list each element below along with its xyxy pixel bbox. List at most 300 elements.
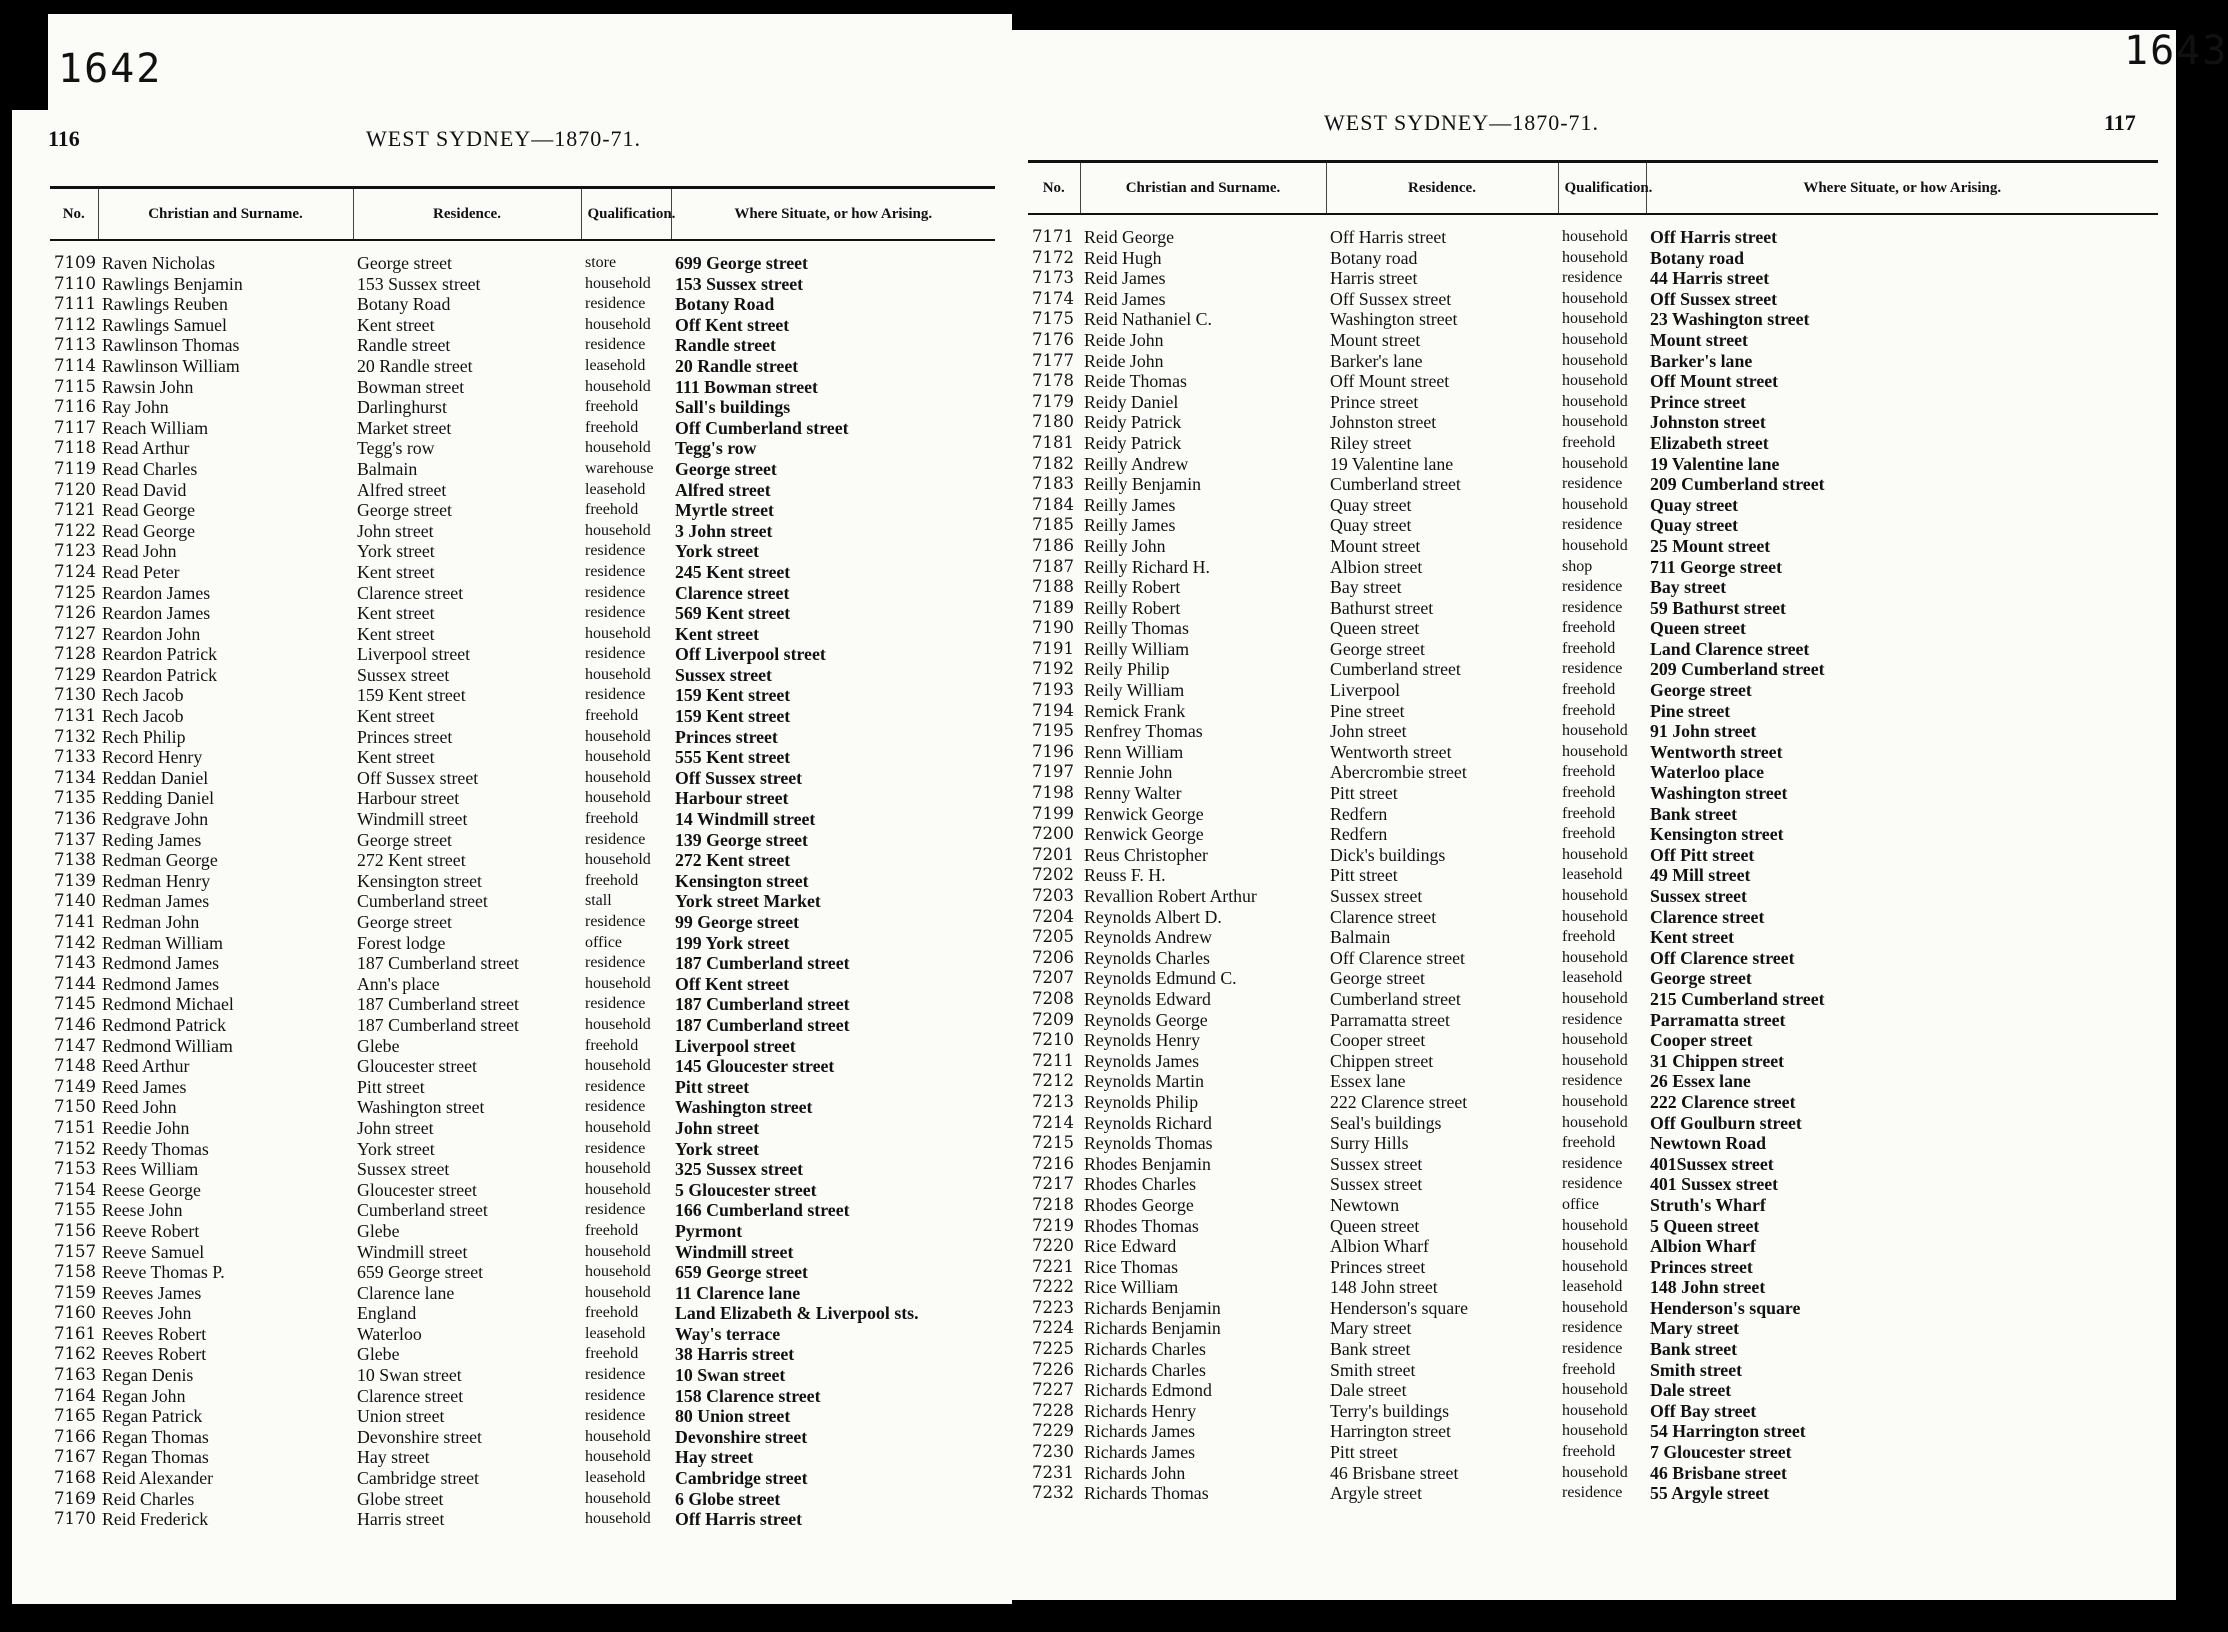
entry-number: 7225 [1032,1339,1074,1359]
table-row [50,335,995,356]
entry-number: 7195 [1032,721,1074,741]
table-row [1028,1421,2158,1442]
table-row [50,1242,995,1263]
where-situate: Liverpool street [675,1035,796,1056]
where-situate: Pyrmont [675,1220,743,1241]
qualification: residence [1562,1319,1623,1337]
where-situate: 199 York street [675,932,790,953]
elector-name: Read John [102,541,177,562]
elector-name: Reardon Patrick [102,644,218,665]
entry-number: 7157 [54,1241,96,1261]
qualification: household [1562,454,1628,472]
entry-number: 7152 [54,1138,96,1158]
entry-number: 7229 [1032,1421,1074,1441]
elector-name: Redmond Michael [102,994,234,1015]
entry-number: 7164 [54,1385,96,1405]
entry-number: 7114 [54,355,96,375]
entry-number: 7219 [1032,1215,1074,1235]
entry-number: 7190 [1032,618,1074,638]
where-situate: Off Clarence street [1650,947,1795,968]
elector-name: Reidy Daniel [1084,391,1179,412]
elector-name: Reidy Patrick [1084,432,1182,453]
table-row [50,1344,995,1365]
qualification: household [1562,351,1628,369]
table-row [50,1468,995,1489]
qualification: household [585,1118,651,1136]
qualification: household [1562,1401,1628,1419]
elector-name: Reeve Thomas P. [102,1262,225,1283]
residence: Off Harris street [1330,227,1447,247]
qualification: leasehold [1562,1278,1623,1296]
residence: Chippen street [1330,1050,1434,1071]
residence: 159 Kent street [357,685,466,706]
elector-name: Reid Charles [102,1488,195,1509]
qualification: household [1562,1257,1628,1275]
residence: Sussex street [1330,1153,1423,1174]
running-head: WEST SYDNEY—1870-71. [366,126,642,151]
entry-number: 7226 [1032,1359,1074,1379]
residence: Mount street [1330,329,1421,350]
qualification: household [1562,722,1628,740]
entry-number: 7117 [54,417,96,437]
column-header-residence: Residence. [353,188,581,241]
elector-name: Reynolds Martin [1084,1071,1205,1092]
where-situate: Princes street [675,726,778,747]
entry-number: 7132 [54,726,96,746]
where-situate: Off Liverpool street [675,644,826,665]
residence: John street [357,520,434,541]
elector-name: Read David [102,479,187,500]
elector-name: Redman John [102,912,200,932]
qualification: residence [585,1201,646,1219]
elector-name: Read Arthur [102,438,190,459]
qualification: household [1562,1422,1628,1440]
entry-number: 7127 [54,623,96,643]
table-row [1028,680,2158,701]
elector-name: Reilly Benjamin [1084,474,1202,495]
table-row [1028,454,2158,475]
qualification: household [585,1242,651,1260]
entry-number: 7181 [1032,432,1074,452]
where-situate: Barker's lane [1650,350,1753,371]
elector-name: Reynolds Andrew [1084,927,1212,948]
residence: Quay street [1330,494,1412,515]
entry-number: 7178 [1032,371,1074,391]
residence: Kent street [357,747,435,768]
qualification: residence [585,562,646,580]
where-situate: Clarence street [1650,906,1765,927]
qualification: household [585,439,651,457]
table-row [50,1427,995,1448]
folio-stamp: 1643 [2124,28,2228,74]
residence: 148 John street [1330,1277,1438,1298]
elector-name: Rice William [1084,1277,1179,1298]
elector-name: Rhodes George [1084,1194,1194,1215]
qualification: freehold [1562,928,1616,946]
elector-name: Reilly Richard H. [1084,556,1210,577]
residence: Randle street [357,335,451,356]
where-situate: Struth's Wharf [1650,1194,1766,1215]
where-situate: Bank street [1650,803,1738,824]
table-row [1028,1298,2158,1319]
table-row [50,788,995,809]
residence: Parramatta street [1330,1009,1450,1030]
table-row [1028,330,2158,351]
residence: Essex lane [1330,1071,1406,1092]
qualification: household [1562,1051,1628,1069]
elector-name: Richards James [1084,1421,1196,1442]
qualification: residence [1562,598,1623,616]
qualification: household [1562,845,1628,863]
table-row [1028,412,2158,433]
table-row [50,240,995,274]
table-row [50,541,995,562]
where-situate: Clarence street [675,582,790,603]
table-row [1028,536,2158,557]
entry-number: 7160 [54,1303,96,1323]
residence: Liverpool [1330,680,1401,701]
table-row [1028,433,2158,454]
residence: Kent street [357,314,435,335]
qualification: household [585,1510,651,1528]
residence: John street [357,1117,434,1138]
residence: Albion street [1330,556,1423,577]
entry-number: 7112 [54,314,96,334]
residence: Cooper street [1330,1030,1426,1051]
table-row [1028,886,2158,907]
table-row [1028,1277,2158,1298]
where-situate: 209 Cumberland street [1650,659,1825,680]
residence: 187 Cumberland street [357,953,519,974]
residence: Washington street [357,1097,485,1118]
elector-name: Reilly John [1084,535,1166,556]
residence: Dale street [1330,1380,1407,1401]
elector-name: Reynolds George [1084,1009,1208,1030]
qualification: residence [585,645,646,663]
entry-number: 7150 [54,1097,96,1117]
qualification: freehold [585,418,639,436]
where-situate: 153 Sussex street [675,273,804,294]
residence: Sussex street [1330,1174,1423,1195]
residence: Sussex street [357,664,450,685]
entry-number: 7167 [54,1447,96,1467]
where-situate: 26 Essex lane [1650,1071,1751,1092]
residence: Pitt street [1330,783,1398,804]
qualification: household [1562,248,1628,266]
qualification: household [1562,989,1628,1007]
qualification: office [585,933,623,951]
entry-number: 7166 [54,1426,96,1446]
entry-number: 7145 [54,994,96,1014]
qualification: household [585,315,651,333]
elector-name: Reardon Patrick [102,664,218,685]
residence: Windmill street [357,809,468,830]
where-situate: 272 Kent street [675,850,791,871]
qualification: freehold [585,1036,639,1054]
where-situate: Off Mount street [1650,371,1779,392]
entry-number: 7144 [54,973,96,993]
where-situate: Wentworth street [1650,741,1783,762]
where-situate: Queen street [1650,618,1746,639]
elector-name: Reid James [1084,288,1166,309]
entry-number: 7199 [1032,803,1074,823]
residence: Bowman street [357,376,465,397]
column-header-name: Christian and Surname. [98,188,353,241]
table-row [1028,701,2158,722]
table-row [1028,371,2158,392]
entry-number: 7232 [1032,1483,1074,1503]
where-situate: 91 John street [1650,721,1757,742]
qualification: household [1562,392,1628,410]
entry-number: 7140 [54,891,96,911]
table-row [50,294,995,315]
qualification: household [1562,1381,1628,1399]
residence: Washington street [1330,309,1458,330]
qualification: leasehold [1562,969,1623,987]
entry-number: 7141 [54,912,96,931]
entry-number: 7162 [54,1344,96,1364]
elector-name: Reilly James [1084,515,1176,536]
entry-number: 7218 [1032,1194,1074,1214]
table-row [50,665,995,686]
elector-name: Reardon James [102,582,211,603]
elector-name: Reide John [1084,350,1164,371]
residence: Off Sussex street [1330,288,1452,309]
qualification: stall [585,892,612,910]
table-row [50,603,995,624]
residence: Off Mount street [1330,371,1450,392]
table-row [1028,214,2158,248]
where-situate: 711 George street [1650,556,1782,577]
residence: Queen street [1330,618,1420,639]
table-row [50,1097,995,1118]
where-situate: Kensington street [1650,824,1784,845]
table-row [1028,309,2158,330]
elector-name: Reilly William [1084,638,1190,659]
entry-number: 7173 [1032,268,1074,288]
residence: Cumberland street [1330,474,1461,495]
table-row [1028,618,2158,639]
residence: 222 Clarence street [1330,1091,1468,1112]
qualification: household [1562,330,1628,348]
where-situate: Johnston street [1650,412,1766,433]
elector-name: Reeve Robert [102,1220,200,1241]
qualification: residence [1562,1072,1623,1090]
table-row [1028,783,2158,804]
page-number: 116 [48,126,80,151]
elector-name: Richards Benjamin [1084,1318,1221,1339]
table-row [1028,577,2158,598]
table-row [1028,474,2158,495]
where-situate: 159 Kent street [675,706,791,727]
entry-number: 7154 [54,1179,96,1199]
elector-name: Renwick George [1084,803,1204,824]
table-row [50,891,995,912]
table-row [50,480,995,501]
elector-name: Reus Christopher [1084,844,1208,865]
qualification: residence [1562,516,1623,534]
table-row [50,974,995,995]
qualification: household [1562,1463,1628,1481]
residence: Albion Wharf [1330,1236,1429,1257]
qualification: household [1562,948,1628,966]
elector-name: Reilly Robert [1084,577,1181,598]
table-row [50,1365,995,1386]
qualification: household [585,1160,651,1178]
elector-name: Rawlinson Thomas [102,335,240,356]
entry-number: 7179 [1032,391,1074,411]
where-situate: 31 Chippen street [1650,1050,1785,1071]
residence: Riley street [1330,432,1412,453]
where-situate: Waterloo place [1650,762,1765,783]
residence: Harbour street [357,788,460,809]
entry-number: 7185 [1032,515,1074,535]
entry-number: 7212 [1032,1071,1074,1091]
residence: George street [1330,968,1425,989]
residence: Harrington street [1330,1421,1451,1442]
qualification: residence [585,1407,646,1425]
elector-name: Reily Philip [1084,659,1170,680]
elector-name: Ray John [102,397,169,418]
residence: 46 Brisbane street [1330,1462,1459,1483]
where-situate: 139 George street [675,829,808,850]
where-situate: Tegg's row [675,438,757,459]
entry-number: 7174 [1032,288,1074,308]
where-situate: Botany road [1650,247,1745,268]
entry-number: 7128 [54,644,96,664]
table-row [50,1447,995,1468]
table-row [1028,1113,2158,1134]
where-situate: Off Harris street [1650,227,1778,247]
entry-number: 7133 [54,747,96,767]
qualification: residence [585,1098,646,1116]
entry-number: 7123 [54,541,96,561]
column-header-where-situate: Where Situate, or how Arising. [1646,162,2158,215]
entry-number: 7129 [54,664,96,684]
table-row [1028,948,2158,969]
entry-number: 7116 [54,397,96,417]
where-situate: Cooper street [1650,1030,1753,1051]
entry-number: 7119 [54,458,96,478]
table-row [1028,659,2158,680]
elector-name: Reeves John [102,1303,192,1324]
where-situate: Bay street [1650,577,1727,598]
elector-name: Reidy Patrick [1084,412,1182,433]
entry-number: 7192 [1032,659,1074,679]
table-row [50,438,995,459]
elector-name: Reilly Andrew [1084,453,1189,474]
table-row [1028,495,2158,516]
where-situate: 19 Valentine lane [1650,453,1780,474]
elector-name: Reynolds Charles [1084,947,1210,968]
residence: Abercrombie street [1330,762,1467,783]
residence: Clarence street [1330,906,1437,927]
residence: Pitt street [1330,1442,1398,1463]
qualification: household [585,748,651,766]
where-situate: 187 Cumberland street [675,994,850,1015]
residence: Bank street [1330,1339,1411,1360]
entry-number: 7122 [54,520,96,540]
table-body [1028,214,2158,1504]
where-situate: Off Bay street [1650,1400,1757,1421]
entry-number: 7197 [1032,762,1074,782]
table-row [1028,268,2158,289]
qualification: household [1562,413,1628,431]
residence: Princes street [1330,1256,1426,1277]
qualification: residence [585,830,646,848]
residence: 10 Swan street [357,1365,462,1386]
qualification: office [1562,1195,1600,1213]
table-row [50,624,995,645]
elector-name: Record Henry [102,747,203,768]
residence: Gloucester street [357,1056,477,1077]
where-situate: Kent street [675,623,760,644]
elector-name: Reeves Robert [102,1323,207,1344]
table-row [50,1262,995,1283]
where-situate: 659 George street [675,1262,808,1283]
entry-number: 7224 [1032,1318,1074,1338]
elector-name: Rawlings Samuel [102,314,227,335]
where-situate: 111 Bowman street [675,376,818,397]
residence: Barker's lane [1330,350,1423,371]
residence: Kent street [357,603,435,624]
qualification: household [585,1489,651,1507]
qualification: residence [585,542,646,560]
qualification: freehold [1562,825,1616,843]
residence: Off Clarence street [1330,947,1465,968]
qualification: household [1562,495,1628,513]
where-situate: Mount street [1650,329,1748,350]
residence: George street [357,829,452,850]
residence: John street [1330,721,1407,742]
entry-number: 7184 [1032,494,1074,514]
elector-name: Reese George [102,1179,201,1200]
entry-number: 7204 [1032,906,1074,926]
entry-number: 7137 [54,829,96,849]
qualification: freehold [1562,804,1616,822]
entry-number: 7151 [54,1117,96,1137]
residence: Gloucester street [357,1179,477,1200]
table-row [1028,742,2158,763]
where-situate: Off Goulburn street [1650,1112,1802,1133]
entry-number: 7182 [1032,453,1074,473]
elector-name: Reynolds Edmund C. [1084,968,1237,989]
elector-name: Reedy Thomas [102,1138,209,1159]
entry-number: 7191 [1032,638,1074,658]
where-situate: Off Sussex street [675,767,803,788]
residence: Terry's buildings [1330,1400,1450,1421]
elector-name: Reilly Robert [1084,597,1181,618]
where-situate: Botany Road [675,294,775,315]
qualification: freehold [1562,1360,1616,1378]
entry-number: 7139 [54,870,96,890]
qualification: household [585,1180,651,1198]
entry-number: 7217 [1032,1174,1074,1194]
elector-name: Reuss F. H. [1084,865,1166,886]
where-situate: 99 George street [675,912,800,932]
table-row [50,912,995,933]
residence: Darlinghurst [357,397,447,418]
qualification: freehold [585,707,639,725]
elector-name: Redding Daniel [102,788,215,809]
residence: Kent street [357,561,435,582]
elector-name: Reid George [1084,227,1175,247]
residence: Balmain [1330,927,1391,948]
table-row [1028,721,2158,742]
table-row [50,871,995,892]
elector-name: Rice Thomas [1084,1256,1178,1277]
elector-name: Reedie John [102,1117,190,1138]
